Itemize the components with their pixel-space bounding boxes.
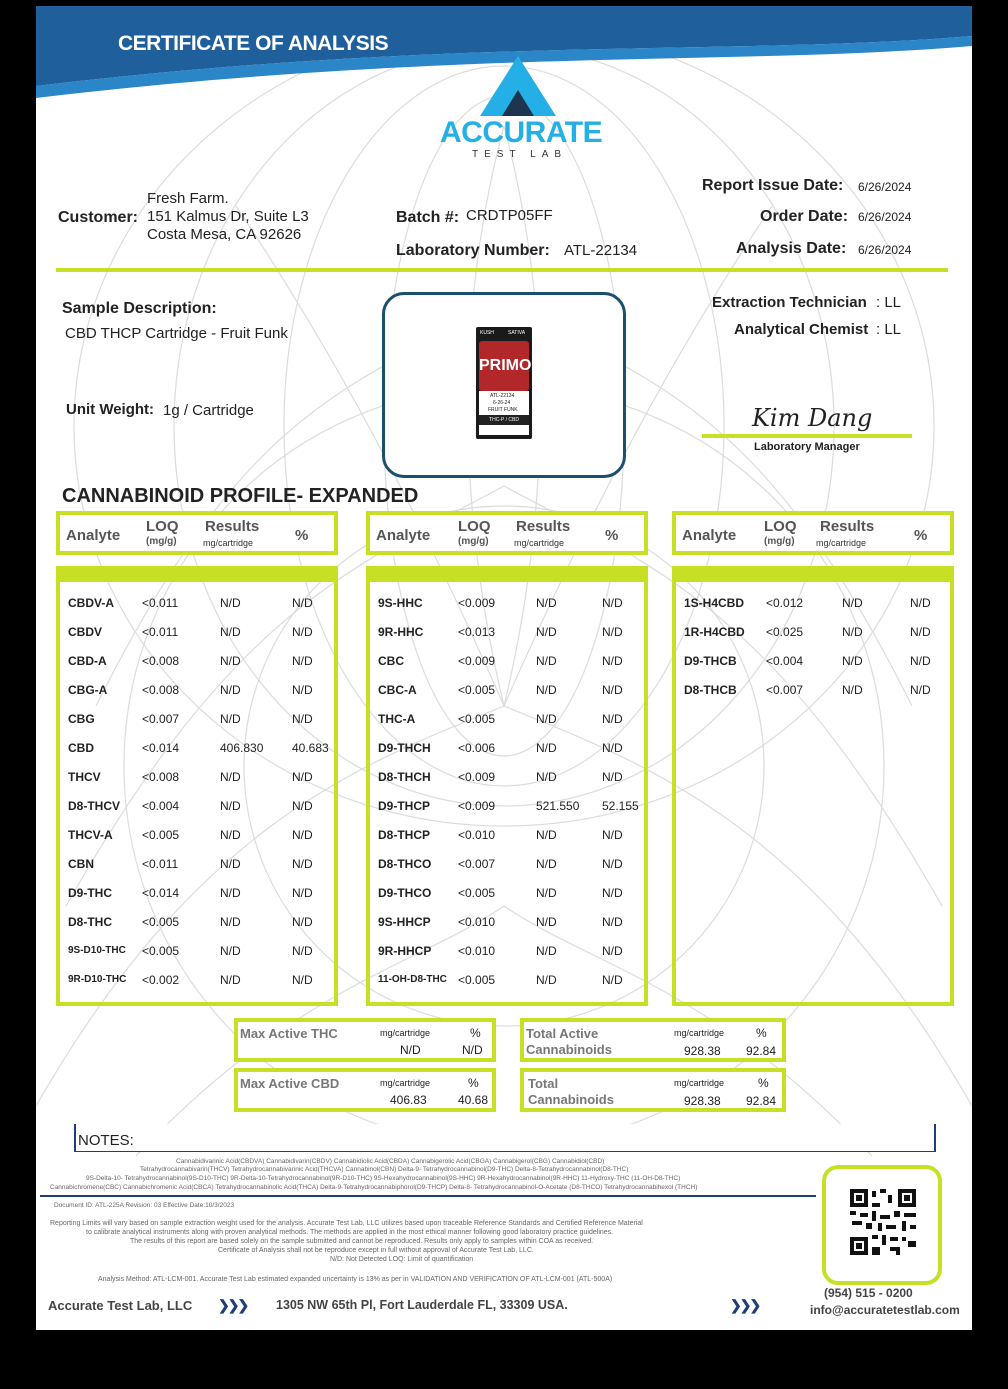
percent-cell: N/D <box>602 596 623 610</box>
loq-cell: <0.011 <box>142 857 179 871</box>
percent-cell: N/D <box>910 654 931 668</box>
table-row <box>60 617 334 646</box>
disclaimer-6: Analysis Method: ATL-LCM-001. Accurate Test Lab estimated expanded uncertainty is 13% as per in VALIDATION AND VERIFICATION OF ATL-LCM-001 (ATL-500A) <box>98 1276 613 1283</box>
loq-cell: <0.008 <box>142 770 180 784</box>
col-results: Results <box>205 518 260 535</box>
max-cbd-mg: 406.83 <box>390 1093 427 1107</box>
percent-cell: N/D <box>910 596 931 610</box>
max-active-thc-label: Max Active THC <box>240 1026 338 1041</box>
table-row <box>370 791 644 820</box>
total-label-1: Total <box>528 1076 559 1091</box>
loq-cell: <0.014 <box>142 741 180 755</box>
total-active-label-1: Total Active <box>526 1026 599 1041</box>
analyte-cell: D8-THCH <box>378 770 431 784</box>
table-row <box>60 704 334 733</box>
analyte-cell: CBC <box>378 654 404 668</box>
percent-cell: N/D <box>602 625 623 639</box>
analyte-cell: CBC-A <box>378 683 417 697</box>
table-row <box>60 588 334 617</box>
analyte-cell: D9-THCB <box>684 654 737 668</box>
percent-cell: N/D <box>602 944 623 958</box>
table2 <box>366 566 648 1006</box>
header-divider <box>56 268 948 272</box>
percent-cell: N/D <box>602 857 623 871</box>
result-cell: N/D <box>536 683 557 697</box>
table-row <box>676 675 950 704</box>
loq-cell: <0.005 <box>458 683 496 697</box>
loq-cell: <0.009 <box>458 770 496 784</box>
result-cell: N/D <box>536 770 557 784</box>
loq-cell: <0.004 <box>142 799 180 813</box>
percent-cell: N/D <box>292 770 313 784</box>
table-row <box>370 878 644 907</box>
loq-cell: <0.006 <box>458 741 496 755</box>
loq-cell: <0.004 <box>766 654 804 668</box>
result-cell: N/D <box>536 886 557 900</box>
max-cbd-pct-label: % <box>468 1076 479 1090</box>
percent-cell: N/D <box>602 741 623 755</box>
loq-cell: <0.013 <box>458 625 496 639</box>
result-cell: N/D <box>842 625 863 639</box>
analytical-chemist: : LL <box>876 321 902 338</box>
table-row <box>676 617 950 646</box>
logo-subtext: TEST LAB <box>472 149 568 160</box>
loq-cell: <0.007 <box>142 712 180 726</box>
unit-weight: 1g / Cartridge <box>163 402 254 419</box>
product-brand: PRIMO <box>479 357 532 374</box>
result-cell: N/D <box>220 799 241 813</box>
footer-company: Accurate Test Lab, LLC <box>48 1298 193 1313</box>
analyte-cell: CBG-A <box>68 683 108 697</box>
analyte-cell: 9S-HHCP <box>378 915 431 929</box>
disclaimer-1: Reporting Limits will vary based on sample extraction weight used for the analysis. Accurate Test Lab, LLC utilizes based upon traceable Reference Standards and Certified Reference Material <box>50 1220 643 1227</box>
loq-cell: <0.007 <box>766 683 804 697</box>
product-type: THC-P / CBD <box>479 415 529 425</box>
loq-cell: <0.014 <box>142 886 180 900</box>
analyte-cell: D8-THCP <box>378 828 431 842</box>
result-cell: N/D <box>842 596 863 610</box>
col-loq: LOQ <box>146 518 179 535</box>
customer-label: Customer: <box>58 209 139 226</box>
result-cell: N/D <box>536 654 557 668</box>
result-cell: N/D <box>536 915 557 929</box>
total-unit: mg/cartridge <box>674 1078 725 1088</box>
table-row <box>370 820 644 849</box>
loq-cell: <0.010 <box>458 828 496 842</box>
analyte-cell: 9S-HHC <box>378 596 423 610</box>
table-row <box>370 965 644 994</box>
col-analyte: Analyte <box>66 527 121 544</box>
max-active-cbd-box <box>234 1068 496 1112</box>
loq-cell: <0.008 <box>142 654 180 668</box>
loq-cell: <0.005 <box>142 915 180 929</box>
product-date: 6-26-24 <box>493 400 511 406</box>
notes-divider <box>40 1195 816 1197</box>
table-row <box>60 646 334 675</box>
max-thc-pct: N/D <box>462 1043 483 1057</box>
result-cell: N/D <box>536 973 557 987</box>
table-row <box>60 878 334 907</box>
percent-cell: N/D <box>292 712 313 726</box>
analyte-cell: 9S-D10-THC <box>68 945 126 956</box>
col-percent: % <box>914 527 928 544</box>
glossary-line-3: 9S-Delta-10- Tetrahydrocannabinol(9S-D10-THC) 9R-Delta-10-Tetrahydrocannabinol(9R-D10-THC) 9S-Hexahydrocannabinol(9S-HHC) 9R-Hexahydrocannabinol(9R-HHC) 11-Hydroxy-THC (11-OH-D8-THC) <box>86 1175 681 1182</box>
product-lot: ATL-22134 <box>490 393 515 399</box>
analyte-cell: THCV <box>68 770 101 784</box>
result-cell: 406.830 <box>220 741 264 755</box>
analyte-cell: CBN <box>68 857 94 871</box>
report-issue-date: 6/26/2024 <box>858 180 912 194</box>
result-cell: N/D <box>220 944 241 958</box>
result-cell: N/D <box>536 828 557 842</box>
percent-cell: N/D <box>292 654 313 668</box>
percent-cell: N/D <box>292 915 313 929</box>
footer-phone: (954) 515 - 0200 <box>824 1286 913 1300</box>
result-cell: N/D <box>220 596 241 610</box>
result-cell: 521.550 <box>536 799 580 813</box>
analyte-cell: 1R-H4CBD <box>684 625 745 639</box>
col-loq-unit: (mg/g) <box>458 536 489 547</box>
result-cell: N/D <box>220 712 241 726</box>
table-row <box>370 617 644 646</box>
result-cell: N/D <box>842 683 863 697</box>
table3-header <box>672 511 954 555</box>
total-cannabinoids-box <box>520 1068 786 1112</box>
extraction-technician-label: Extraction Technician <box>712 294 867 311</box>
disclaimer-3: The results of this report are based solely on the sample submitted and cannot be reproduced. Results only apply to samples within COA as received. <box>130 1238 594 1245</box>
col-results: Results <box>516 518 571 535</box>
product-label-sativa: SATIVA <box>508 330 526 336</box>
table1 <box>56 566 338 1006</box>
footer-address: 1305 NW 65th Pl, Fort Lauderdale FL, 33309 USA. <box>276 1298 568 1312</box>
loq-cell: <0.002 <box>142 973 180 987</box>
col-loq: LOQ <box>458 518 491 535</box>
table-row <box>370 762 644 791</box>
total-active-pct: 92.84 <box>746 1044 777 1058</box>
analysis-date: 6/26/2024 <box>858 243 912 257</box>
table-row <box>676 588 950 617</box>
table-row <box>370 646 644 675</box>
loq-cell: <0.011 <box>142 596 179 610</box>
total-active-unit: mg/cartridge <box>674 1028 725 1038</box>
max-active-cbd-label: Max Active CBD <box>240 1076 340 1091</box>
loq-cell: <0.011 <box>142 625 179 639</box>
loq-cell: <0.005 <box>458 973 496 987</box>
total-active-mg: 928.38 <box>684 1044 721 1058</box>
analysis-date-label: Analysis Date: <box>736 240 847 257</box>
percent-cell: N/D <box>602 654 623 668</box>
analyte-cell: D9-THCH <box>378 741 431 755</box>
extraction-technician: : LL <box>876 294 902 311</box>
result-cell: N/D <box>220 886 241 900</box>
col-percent: % <box>295 527 309 544</box>
loq-cell: <0.007 <box>458 857 496 871</box>
loq-cell: <0.025 <box>766 625 804 639</box>
col-results-unit: mg/cartridge <box>203 538 254 548</box>
percent-cell: N/D <box>602 886 623 900</box>
result-cell: N/D <box>842 654 863 668</box>
unit-weight-label: Unit Weight: <box>66 401 155 418</box>
table-row <box>60 791 334 820</box>
result-cell: N/D <box>536 625 557 639</box>
result-cell: N/D <box>220 973 241 987</box>
analytical-chemist-label: Analytical Chemist <box>734 321 869 338</box>
max-cbd-unit: mg/cartridge <box>380 1078 431 1088</box>
percent-cell: N/D <box>602 770 623 784</box>
result-cell: N/D <box>536 857 557 871</box>
total-active-cannabinoids-box <box>520 1018 786 1062</box>
lab-number-value: ATL-22134 <box>564 242 638 259</box>
percent-cell: 40.683 <box>292 741 329 755</box>
analyte-cell: CBG <box>68 712 95 726</box>
loq-cell: <0.009 <box>458 596 496 610</box>
result-cell: N/D <box>536 712 557 726</box>
max-cbd-pct: 40.68 <box>458 1093 489 1107</box>
analyte-cell: CBDV <box>68 625 103 639</box>
max-thc-mg: N/D <box>400 1043 421 1057</box>
table-row <box>370 675 644 704</box>
table3 <box>672 566 954 1006</box>
loq-cell: <0.008 <box>142 683 180 697</box>
product-cartridge-image <box>476 327 532 439</box>
accurate-logo-icon <box>478 54 558 118</box>
percent-cell: N/D <box>602 683 623 697</box>
table-row <box>60 733 334 762</box>
total-label-2: Cannabinoids <box>528 1092 614 1107</box>
logo-text: ACCURATE <box>440 116 603 149</box>
notes-label: NOTES: <box>78 1132 134 1149</box>
percent-cell: N/D <box>292 944 313 958</box>
loq-cell: <0.012 <box>766 596 804 610</box>
disclaimer-4: Certificate of Analysis shall not be reproduce except in full without approval of Accurate Test Lab, LLC. <box>218 1247 534 1254</box>
product-label-kush: KUSH <box>480 330 494 336</box>
loq-cell: <0.010 <box>458 915 496 929</box>
product-image-frame <box>382 292 626 478</box>
batch-value: CRDTP05FF <box>466 207 553 224</box>
percent-cell: N/D <box>292 886 313 900</box>
footer-email[interactable]: info@accuratetestlab.com <box>810 1303 960 1317</box>
analyte-cell: D8-THCB <box>684 683 737 697</box>
disclaimer-5: N/D: Not Detected LOQ: Limit of quantification <box>330 1256 474 1263</box>
glossary-line-2: Tetrahydrocannabivarin(THCV) Tetrahydrocannabivarinic Acid(THCVA) Cannabinol(CBN) Delta-9- Tetrahydrocannabinol(D9-THC) Delta-8-Tetrahydrocannabinol(D8-THC) <box>140 1166 629 1173</box>
percent-cell: N/D <box>292 828 313 842</box>
table3-bar <box>676 566 950 582</box>
batch-label: Batch #: <box>396 209 460 226</box>
loq-cell: <0.005 <box>142 944 180 958</box>
sample-description: CBD THCP Cartridge - Fruit Funk <box>65 325 288 342</box>
result-cell: N/D <box>220 915 241 929</box>
analyte-cell: 1S-H4CBD <box>684 596 745 610</box>
order-date: 6/26/2024 <box>858 210 912 224</box>
analyte-cell: D8-THC <box>68 915 112 929</box>
analyte-cell: THCV-A <box>68 828 113 842</box>
analyte-cell: D8-THCO <box>378 857 432 871</box>
percent-cell: N/D <box>910 683 931 697</box>
table1-bar <box>60 566 334 582</box>
result-cell: N/D <box>536 741 557 755</box>
cannabinoid-profile-title: CANNABINOID PROFILE- EXPANDED <box>62 485 419 507</box>
lab-number-label: Laboratory Number: <box>396 242 550 259</box>
col-results-unit: mg/cartridge <box>816 538 867 548</box>
total-active-pct-label: % <box>756 1026 767 1040</box>
col-analyte: Analyte <box>682 527 737 544</box>
analyte-cell: D9-THCP <box>378 799 431 813</box>
percent-cell: N/D <box>602 973 623 987</box>
notes-box <box>74 1124 936 1152</box>
table-row <box>676 646 950 675</box>
col-loq: LOQ <box>764 518 797 535</box>
analyte-cell: D8-THCV <box>68 799 121 813</box>
percent-cell: N/D <box>292 799 313 813</box>
percent-cell: N/D <box>602 828 623 842</box>
order-date-label: Order Date: <box>760 208 849 225</box>
percent-cell: N/D <box>910 625 931 639</box>
loq-cell: <0.005 <box>458 886 496 900</box>
result-cell: N/D <box>220 625 241 639</box>
result-cell: N/D <box>220 770 241 784</box>
analyte-cell: 11-OH-D8-THC <box>378 974 447 985</box>
table-row <box>60 936 334 965</box>
max-thc-pct-label: % <box>470 1026 481 1040</box>
analyte-cell: D9-THC <box>68 886 112 900</box>
col-percent: % <box>605 527 619 544</box>
table1-header <box>56 511 338 555</box>
report-issue-date-label: Report Issue Date: <box>702 177 844 194</box>
certificate-page <box>36 6 972 1330</box>
product-flavor: FRUIT FUNK <box>488 407 518 413</box>
col-loq-unit: (mg/g) <box>764 536 795 547</box>
page-title: CERTIFICATE OF ANALYSIS <box>118 32 389 55</box>
table-row <box>60 762 334 791</box>
max-active-thc-box <box>234 1018 496 1062</box>
analyte-cell: THC-A <box>378 712 416 726</box>
glossary-line-1: Cannabidivarinic Acid(CBDVA) Cannabidivarin(CBDV) Cannabidiolic Acid(CBDA) Cannabigerolic Acid(CBGA) Cannabigerol(CBG) Cannabidiol(CBD) <box>176 1158 605 1165</box>
qr-code-icon[interactable] <box>850 1189 916 1255</box>
total-mg: 928.38 <box>684 1094 721 1108</box>
result-cell: N/D <box>220 683 241 697</box>
sample-description-label: Sample Description: <box>62 300 217 317</box>
result-cell: N/D <box>536 944 557 958</box>
loq-cell: <0.009 <box>458 654 496 668</box>
disclaimer-2: to calibrate analytical instruments along with proven analytical methods. The methods are applied in the most ethical manner following good laboratory practice guidelines. <box>86 1229 614 1236</box>
table-row <box>370 733 644 762</box>
table-row <box>60 849 334 878</box>
col-analyte: Analyte <box>376 527 431 544</box>
manager-signature: Kim Dang <box>752 404 873 432</box>
laboratory-manager-label: Laboratory Manager <box>754 441 860 453</box>
analyte-cell: 9R-D10-THC <box>68 974 127 985</box>
analyte-cell: CBD <box>68 741 94 755</box>
percent-cell: N/D <box>292 857 313 871</box>
glossary-line-4: Cannabichromene(CBC) Cannabichromenic Acid(CBCA) Tetrahydrocannabinolic Acid(THCA) Delta-9-Tetrahydrocannabiphorol(D9-THCP) Delta-8- Tetrahydrocannabinol-O-Acetate (D8-THCO) Tetrahydrocannabihexol (THCH) <box>50 1184 698 1191</box>
percent-cell: N/D <box>292 973 313 987</box>
percent-cell: N/D <box>602 712 623 726</box>
col-loq-unit: (mg/g) <box>146 536 177 547</box>
total-pct: 92.84 <box>746 1094 777 1108</box>
analyte-cell: CBD-A <box>68 654 107 668</box>
customer-address-1: 151 Kalmus Dr, Suite L3 <box>147 208 309 225</box>
table-row <box>370 907 644 936</box>
percent-cell: N/D <box>602 915 623 929</box>
table-row <box>370 704 644 733</box>
table-row <box>60 820 334 849</box>
loq-cell: <0.009 <box>458 799 496 813</box>
loq-cell: <0.005 <box>142 828 180 842</box>
table-row <box>60 965 334 994</box>
customer-name: Fresh Farm. <box>147 190 229 207</box>
qr-frame <box>822 1165 942 1285</box>
table2-header <box>366 511 648 555</box>
document-id: Document ID: ATL-225A Revision: 03 Effective Date:10/3/2023 <box>54 1202 235 1209</box>
table-row <box>370 849 644 878</box>
analyte-cell: D9-THCO <box>378 886 432 900</box>
percent-cell: N/D <box>292 625 313 639</box>
table-row <box>370 936 644 965</box>
table2-bar <box>370 566 644 582</box>
footer-arrows-icon: ❯❯❯ <box>218 1297 248 1313</box>
total-active-label-2: Cannabinoids <box>526 1042 612 1057</box>
result-cell: N/D <box>536 596 557 610</box>
customer-address-2: Costa Mesa, CA 92626 <box>147 226 302 243</box>
percent-cell: N/D <box>292 683 313 697</box>
analyte-cell: 9R-HHC <box>378 625 424 639</box>
col-results: Results <box>820 518 875 535</box>
signature-line <box>702 434 912 438</box>
loq-cell: <0.010 <box>458 944 496 958</box>
analyte-cell: 9R-HHCP <box>378 944 432 958</box>
loq-cell: <0.005 <box>458 712 496 726</box>
table-row <box>60 907 334 936</box>
percent-cell: N/D <box>292 596 313 610</box>
percent-cell: 52.155 <box>602 799 639 813</box>
result-cell: N/D <box>220 857 241 871</box>
analyte-cell: CBDV-A <box>68 596 115 610</box>
result-cell: N/D <box>220 654 241 668</box>
table-row <box>60 675 334 704</box>
footer-arrows-right-icon: ❯❯❯ <box>730 1297 760 1313</box>
col-results-unit: mg/cartridge <box>514 538 565 548</box>
result-cell: N/D <box>220 828 241 842</box>
table-row <box>370 588 644 617</box>
total-pct-label: % <box>758 1076 769 1090</box>
max-thc-unit: mg/cartridge <box>380 1028 431 1038</box>
